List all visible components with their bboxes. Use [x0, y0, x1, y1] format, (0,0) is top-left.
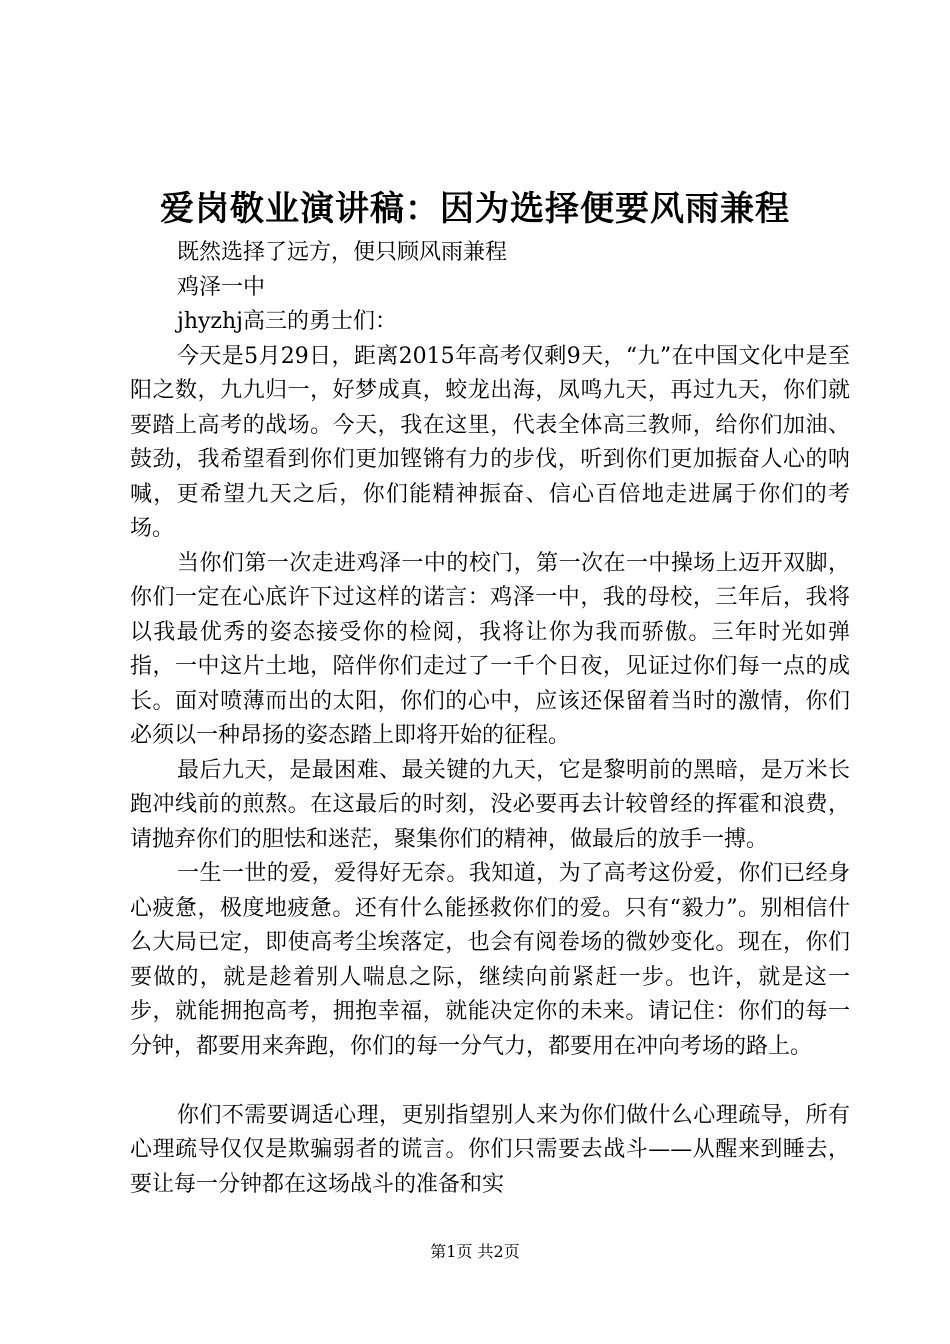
paragraph: 最后九天，是最困难、最关键的九天，它是黎明前的黑暗，是万米长跑冲线前的煎熬。在这最后的时刻，没必要再去计较曾经的挥霍和浪费，请抛弃你们的胆怯和迷茫，聚集你们的精神，做最后的放手一搏。: [130, 757, 850, 852]
document-body: [130, 236, 850, 1202]
paragraph: 今天是5月29日，距离2015年高考仅剩9天，“九”在中国文化中是至阳之数，九九归一，好梦成真，蛟龙出海，凤鸣九天，再过九天，你们就要踏上高考的战场。今天，我在这里，代表全体高三教师，给你们加油、鼓劲，我希望看到你们更加铿锵有力的步伐，听到你们更加振奋人心的呐喊，更希望九天之后，你们能精神振奋、信心百倍地走进属于你们的考场。: [130, 343, 850, 541]
paragraph: 你们不需要调适心理，更别指望别人来为你们做什么心理疏导，所有心理疏导仅仅是欺骗弱者的谎言。你们只需要去战斗——从醒来到睡去，要让每一分钟都在这场战斗的准备和实: [130, 1102, 850, 1197]
paragraph: 当你们第一次走进鸡泽一中的校门，第一次在一中操场上迈开双脚，你们一定在心底许下过这样的诺言：鸡泽一中，我的母校，三年后，我将以我最优秀的姿态接受你的检阅，我将让你为我而骄傲。三年时光如弹指，一中这片土地，陪伴你们走过了一千个日夜，见证过你们每一点的成长。面对喷薄而出的太阳，你们的心中，应该还保留着当时的激情，你们必须以一种昂扬的姿态踏上即将开始的征程。: [130, 550, 850, 748]
paragraph-spacer: [130, 1064, 850, 1099]
subtitle-line: 既然选择了远方，便只顾风雨兼程: [177, 240, 508, 265]
greeting-line: jhyzhj高三的勇士们：: [177, 309, 398, 334]
page-number: 第1页 共2页: [430, 1242, 520, 1261]
paragraph: 一生一世的爱，爱得好无奈。我知道，为了高考这份爱，你们已经身心疲惫，极度地疲惫。还有什么能拯救你们的爱。只有“毅力”。别相信什么大局已定，即使高考尘埃落定，也会有阅卷场的微妙变化。现在，你们要做的，就是趁着别人喘息之际，继续向前紧赶一步。也许，就是这一步，就能拥抱高考，拥抱幸福，就能决定你的未来。请记住：你们的每一分钟，都要用来奔跑，你们的每一分气力，都要用在冲向考场的路上。: [130, 861, 850, 1059]
school-line: 鸡泽一中: [177, 274, 266, 300]
document-title: 爱岗敬业演讲稿：因为选择便要风雨兼程: [160, 189, 790, 229]
